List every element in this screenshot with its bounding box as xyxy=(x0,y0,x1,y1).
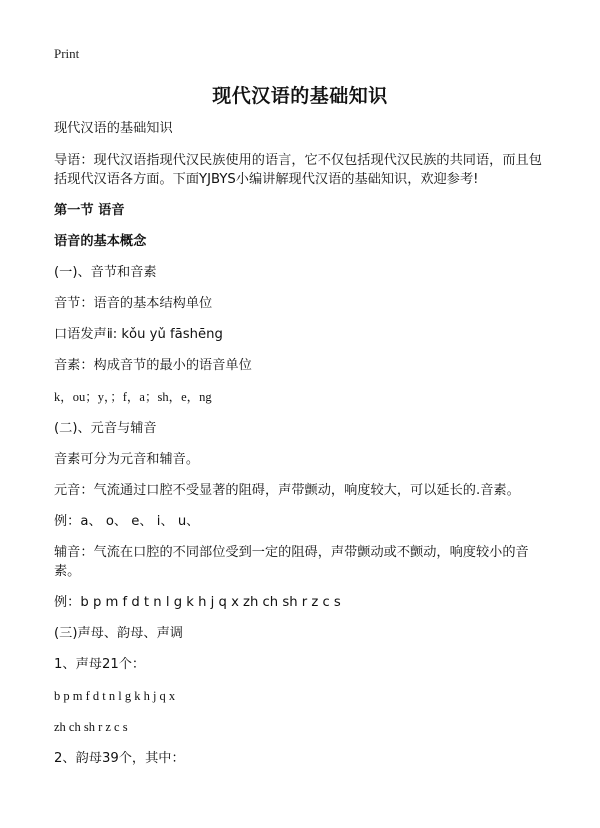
intro-paragraph: 导语：现代汉语指现代汉民族使用的语言，它不仅包括现代汉民族的共同语，而且包括现代汉语各方面。下面YJBYS小编讲解现代汉语的基础知识，欢迎参考! xyxy=(54,153,542,187)
text-paragraph: 元音：气流通过口腔不受显著的阻碍，声带颤动，响度较大，可以延长的.音素。 xyxy=(54,483,520,498)
print-link[interactable]: Print xyxy=(54,46,80,61)
list-heading: (二)、元音与辅音 xyxy=(54,421,157,436)
article-body xyxy=(54,119,554,768)
text-paragraph: 音素可分为元音和辅音。 xyxy=(54,452,200,467)
list-heading: (一)、音节和音素 xyxy=(54,265,157,280)
vowel-example: 例：a、 o、 e、 i、 u、 xyxy=(54,514,200,529)
phoneme-example: k，ou；y，；f，a；sh，e，ng xyxy=(54,390,212,404)
subtitle-paragraph: 现代汉语的基础知识 xyxy=(54,121,173,136)
initials-example: zh ch sh r z c s xyxy=(54,720,128,734)
section-heading: 第一节 语音 xyxy=(54,203,125,218)
text-paragraph: 1、声母21个： xyxy=(54,657,146,672)
subsection-heading: 语音的基本概念 xyxy=(54,234,147,249)
pinyin-paragraph: 口语发声ⅱ: kǒu yǔ fāshēng xyxy=(54,327,223,342)
list-heading: (三)声母、韵母、声调 xyxy=(54,626,183,641)
text-paragraph: 2、韵母39个，其中： xyxy=(54,751,185,766)
text-paragraph: 辅音：气流在口腔的不同部位受到一定的阻碍，声带颤动或不颤动，响度较小的音素。 xyxy=(54,545,529,579)
initials-example: b p m f d t n l g k h j q x xyxy=(54,689,176,703)
text-paragraph: 音素：构成音节的最小的语音单位 xyxy=(54,358,252,373)
article-title: 现代汉语的基础知识 xyxy=(212,85,388,107)
text-paragraph: 音节：语音的基本结构单位 xyxy=(54,296,213,311)
consonant-example: 例：b p m f d t n l g k h j q x zh ch sh r z c s xyxy=(54,595,341,610)
